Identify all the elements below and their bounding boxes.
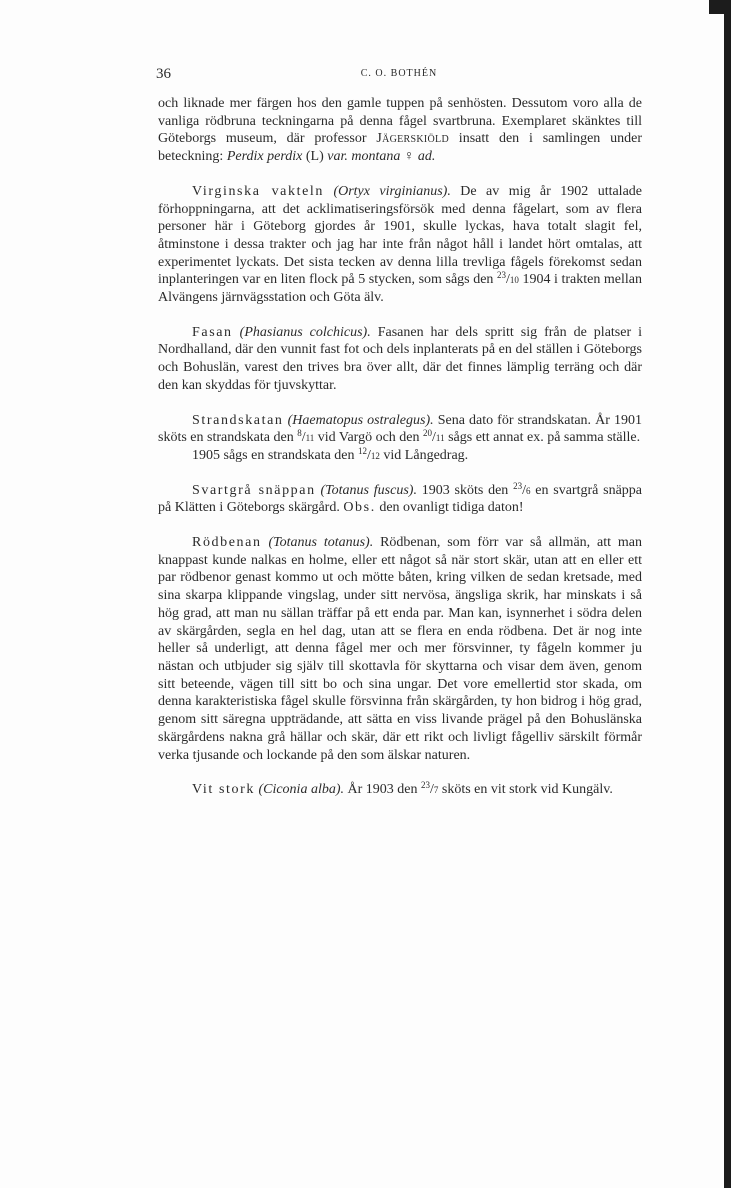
date-numerator: 20	[423, 428, 433, 439]
species-heading: Vit stork	[192, 782, 255, 798]
date-denominator: 12	[370, 450, 380, 461]
species-heading: Virginska vakteln	[192, 183, 324, 199]
text: Sena dato för strandskatan. År 1901 sköts en strandskata den	[158, 412, 642, 446]
date-numerator: 8	[297, 428, 302, 439]
text: sågs ett annat ex. på samma ställe.	[444, 430, 641, 446]
date-numerator: 23	[421, 780, 430, 791]
date-numerator: 23	[513, 480, 523, 491]
body-text	[158, 95, 642, 816]
text: 1904 i trakten mellan Alvängens järnvägsstation och Göta älv.	[158, 272, 642, 306]
text: sköts en vit stork vid Kungälv.	[438, 782, 613, 798]
text: De av mig år 1902 uttalade förhoppningarna, att det acklimatiseringsförsök med denna fågelart, som av flera personer här i Göteborg gjordes år 1901, skulle lyckas, hava totalt slagit fel, åtminstone i dessa trakter och jag har inte från något håll i landet hört omtalas, att experimentet lyckats. Det sista tecken av denna lilla trevliga fågels förekomst sedan inplanteringen var en liten flock på 5 stycken, som sågs den	[158, 183, 643, 288]
paragraph-vit-stork: Vit stork (Ciconia alba). År 1903 den $^{23}$/7 sköts en vit stork vid Kungälv.	[192, 780, 613, 798]
date-denominator: 10	[509, 275, 519, 286]
latin-name: (Phasianus colchicus).	[239, 324, 371, 340]
text-line: 1905 sågs en strandskata den $^{12}$/12 vid Långedrag.	[192, 445, 469, 463]
text: och liknade mer färgen hos den gamle tuppen på senhösten. Dessutom voro alla de vanliga rödbruna teckningarna på denna fågel svartbruna. Exemplaret skänktes till Göteborgs museum, där professor	[158, 96, 642, 147]
text: (L)	[302, 149, 328, 165]
latin-name: (Totanus fuscus).	[320, 482, 417, 498]
obs-label: Obs.	[343, 500, 376, 516]
species-heading: Strandskatan	[192, 412, 284, 428]
running-head: C. O. BOTHÉN	[360, 68, 438, 79]
text: insatt den i samlingen under beteckning:	[158, 131, 642, 165]
paragraph-rapphona-continuation	[158, 95, 642, 166]
text: 1903 sköts den	[416, 482, 514, 498]
species-heading: Fasan	[192, 324, 233, 340]
date-numerator: 12	[358, 445, 368, 456]
paragraph-svartgra-snappan: Svartgrå snäppan (Totanus fuscus). 1903 sköts den $^{23}$/6 en svartgrå snäppa på Klätten i Göteborgs skärgård. Obs. den ovanligt tidiga daton!	[158, 480, 643, 516]
scan-edge-band	[724, 0, 731, 1188]
text: Rödbenan, som förr var så allmän, att man knappast kunde nalkas en holme, eller ett något så när stort skär, utan att en eller ett par rödbenor genast kommo ut och mötte båten, kring vilken de sedan kretsade, med sina skarpa klippande vingslag, under sitt nervösa, ängsliga skrik, har minskats i så hög grad, att man nu sällan träffar på ett enda par. Man kan, isynnerhet i södra delen av skärgården, segla en hel dag, utan att se flera en enda rödbena. Det är nog inte heller så underligt, att denna fågel mer och mer försvinner, ty fågeln kommer ju nästan och utbjuder sig själv till skottavla för skyttarna och visar dem även, genom sitt beteende, vägen till sitt bo och sina ungar. Det vore emellertid stor skada, om denna karakteristiska fågel skulle försvinna från skärgården, ty hon bidrog i hög grad, genom sitt säregna uppträdande, att sätta en viss livande prägel på den Bohuslänska skärgårdens nakna grå hällar och skär, där ett rikt och livligt fågelliv särskilt förmår verka tjusande och lockande på den som älskar naturen.	[158, 535, 643, 763]
text: en svartgrå snäppa på Klätten i Göteborgs skärgård.	[158, 482, 643, 516]
latin-variety: var. montana ♀ ad.	[327, 149, 436, 165]
date-denominator: 11	[435, 433, 445, 444]
text: Fasanen har dels spritt sig från de platser i Nordhalland, där den vunnit fast fot och dels inplanterats på en del ställen i Göteborgs och Bohuslän, varest den trives bra över allt, där det finnes lämplig terräng och där den kan skyddas för tjuvskyttar.	[158, 324, 643, 393]
paragraph-fasan	[158, 324, 642, 395]
latin-name: Perdix perdix	[226, 149, 303, 165]
text: År 1903 den	[344, 782, 421, 798]
date-denominator: 6	[525, 485, 531, 496]
date-denominator: 7	[433, 785, 439, 796]
latin-name: (Totanus totanus).	[268, 535, 374, 551]
text: vid Långedrag.	[379, 447, 469, 463]
text: 1905 sågs en strandskata den	[192, 447, 359, 463]
date-denominator: 11	[305, 433, 315, 444]
latin-name: (Haematopus ostralegus).	[287, 412, 434, 428]
text: vid Vargö och den	[314, 430, 424, 446]
page-header	[156, 66, 642, 86]
scan-corner-mark	[709, 0, 731, 14]
species-heading: Rödbenan	[192, 535, 262, 551]
latin-name: (Ortyx virginianus).	[333, 183, 451, 199]
person-name: Jägerskiöld	[376, 131, 449, 147]
page-number: 36	[156, 66, 171, 82]
date-numerator: 23	[496, 270, 506, 281]
paragraph-virginska-vakteln: Virginska vakteln (Ortyx virginianus). De av mig år 1902 uttalade förhoppningarna, att det acklimatiseringsförsök med denna fågelart, som av flera personer här i Göteborg gjordes år 1901, skulle lyckas, hava totalt slagit fel, åtminstone i dessa trakter och jag har inte från något håll i landet hört omtalas, att experimentet lyckats. Det sista tecken av denna lilla trevliga fågels förekomst sedan inplanteringen var en liten flock på 5 stycken, som sågs den $^{23}$/10 1904 i trakten mellan Alvängens järnvägsstation och Göta älv.	[158, 183, 643, 306]
species-heading: Svartgrå snäppan	[192, 482, 316, 498]
paragraph-rodbenan	[158, 534, 642, 764]
latin-name: (Ciconia alba).	[258, 782, 344, 798]
text: den ovanligt tidiga daton!	[375, 500, 524, 516]
paragraph-strandskatan: Strandskatan (Haematopus ostralegus). Sena dato för strandskatan. År 1901 sköts en strandskata den $^8$/11 vid Vargö och den $^{20}$/11 sågs ett annat ex. på samma ställe. 1905 sågs en strandskata den $^{12}$/12 vid Långedrag.	[158, 412, 642, 463]
